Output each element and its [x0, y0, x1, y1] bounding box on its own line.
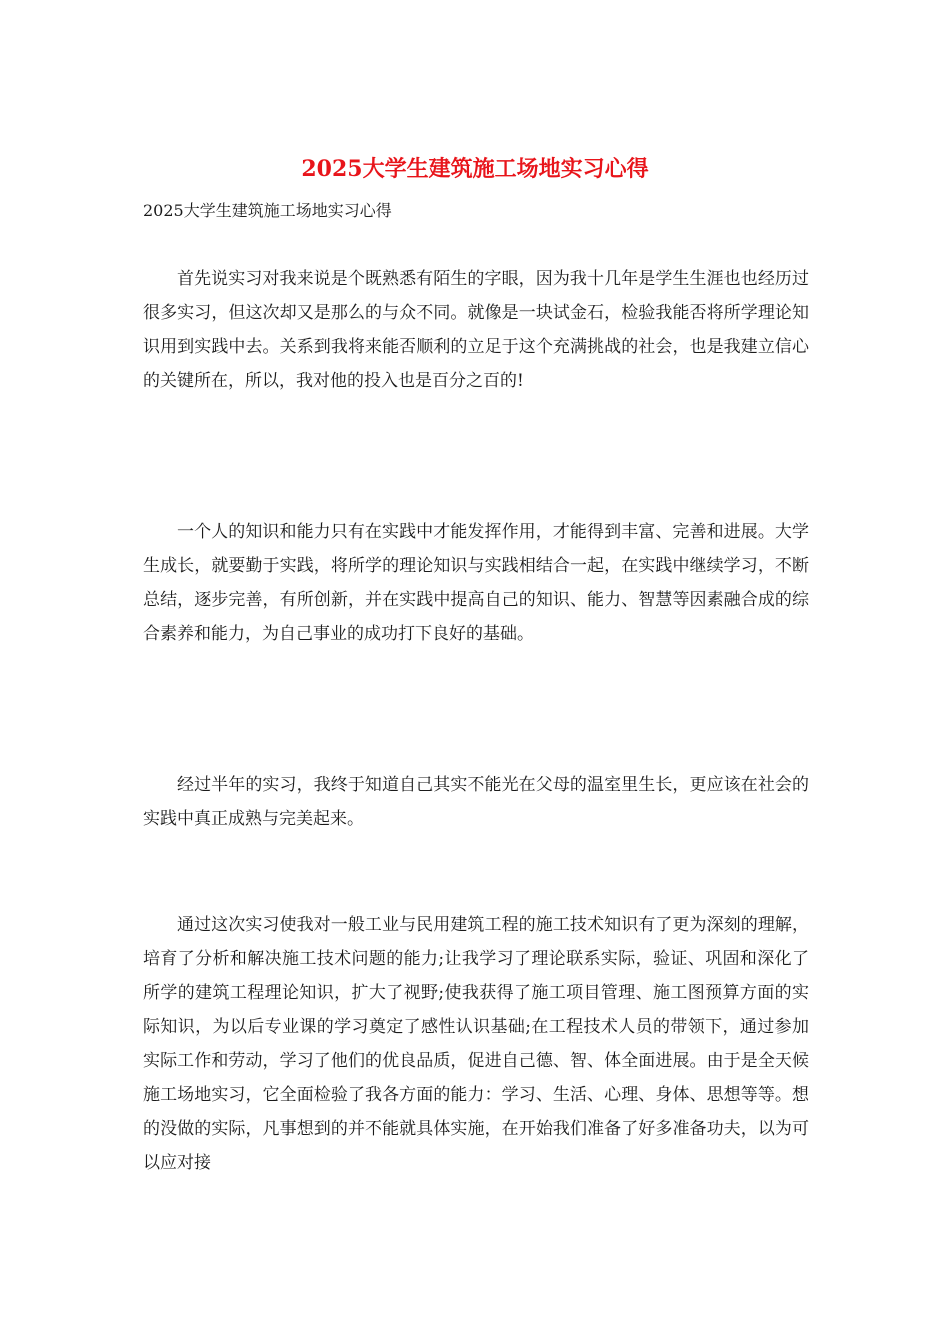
- body-paragraph-1: 首先说实习对我来说是个既熟悉有陌生的字眼，因为我十几年是学生生涯也也经历过很多实习，但这次却又是那么的与众不同。就像是一块试金石，检验我能否将所学理论知识用到实践中去。关系到我将来能否顺利的立足于这个充满挑战的社会，也是我建立信心的关键所在，所以，我对他的投入也是百分之百的!: [143, 269, 809, 391]
- document-title: 2025大学生建筑施工场地实习心得: [301, 156, 649, 182]
- body-paragraph-4: 通过这次实习使我对一般工业与民用建筑工程的施工技术知识有了更为深刻的理解，培育了分析和解决施工技术问题的能力;让我学习了理论联系实际，验证、巩固和深化了所学的建筑工程理论知识，扩大了视野;使我获得了施工项目管理、施工图预算方面的实际知识，为以后专业课的学习奠定了感性认识基础;在工程技术人员的带领下，通过参加实际工作和劳动，学习了他们的优良品质，促进自己德、智、体全面进展。由于是全天候施工场地实习，它全面检验了我各方面的能力：学习、生活、心理、身体、思想等等。想的没做的实际，凡事想到的并不能就具体实施，在开始我们准备了好多准备功夫，以为可以应对接: [143, 915, 809, 1173]
- body-paragraph-2: 一个人的知识和能力只有在实践中才能发挥作用，才能得到丰富、完善和进展。大学生成长，就要勤于实践，将所学的理论知识与实践相结合一起，在实践中继续学习，不断总结，逐步完善，有所创新，并在实践中提高自己的知识、能力、智慧等因素融合成的综合素养和能力，为自己事业的成功打下良好的基础。: [143, 522, 809, 644]
- body-paragraph-3: 经过半年的实习，我终于知道自己其实不能光在父母的温室里生长，更应该在社会的实践中真正成熟与完美起来。: [143, 775, 809, 829]
- document-subtitle: 2025大学生建筑施工场地实习心得: [143, 201, 392, 220]
